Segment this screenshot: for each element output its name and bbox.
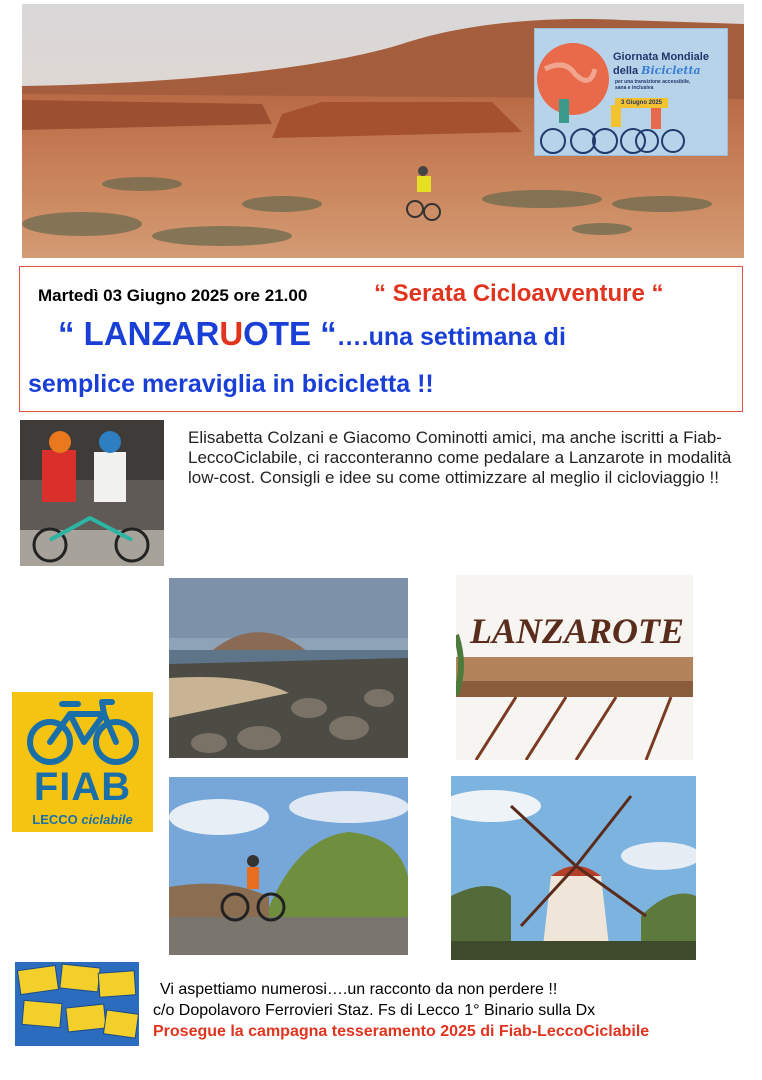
badge-title: Giornata Mondiale della Bicicletta <box>613 51 709 77</box>
bicycle-icon <box>12 692 153 772</box>
fiab-subtitle: LECCO ciclabile <box>32 812 133 827</box>
badge-date: 3 Giugno 2025 <box>615 98 668 108</box>
footer-invitation: Vi aspettiamo numerosi….un racconto da non perdere !! <box>160 981 558 998</box>
cyclist-trail-photo <box>169 777 408 955</box>
world-bicycle-day-badge <box>534 28 728 156</box>
event-description: Elisabetta Colzani e Giacomo Cominotti amici, ma anche iscritti a Fiab-LeccoCiclabile, ci racconteranno come pedalare a Lanzarote in modalità low-cost. Consigli e idee su come ottimizzare al meglio il cicloviaggio !! <box>188 428 732 487</box>
event-title: “ LANZARUOTE “….una settimana di <box>58 315 566 352</box>
event-date-time: Martedì 03 Giugno 2025 ore 21.00 <box>38 286 308 305</box>
windmill-photo <box>451 776 696 960</box>
speakers-photo <box>20 420 164 566</box>
footer-venue: c/o Dopolavoro Ferrovieri Staz. Fs di Lecco 1° Binario sulla Dx <box>153 1002 596 1019</box>
lanzarote-sign-photo <box>456 575 693 760</box>
membership-cards-image <box>15 962 139 1046</box>
cyclists-illustration <box>535 29 728 156</box>
fiab-logo <box>12 692 153 832</box>
badge-subtitle: per una transizione accessibile, sana e inclusiva <box>615 79 691 91</box>
fiab-wordmark: FIAB <box>33 765 132 809</box>
footer-membership-campaign: Prosegue la campagna tesseramento 2025 di Fiab-LeccoCiclabile <box>153 1023 650 1040</box>
event-name: “ Serata Cicloavventure “ <box>374 280 664 307</box>
island-coast-photo <box>169 578 408 758</box>
event-subtitle: semplice meraviglia in bicicletta !! <box>28 370 434 398</box>
sign-lettering: LANZAROTE <box>470 611 685 651</box>
